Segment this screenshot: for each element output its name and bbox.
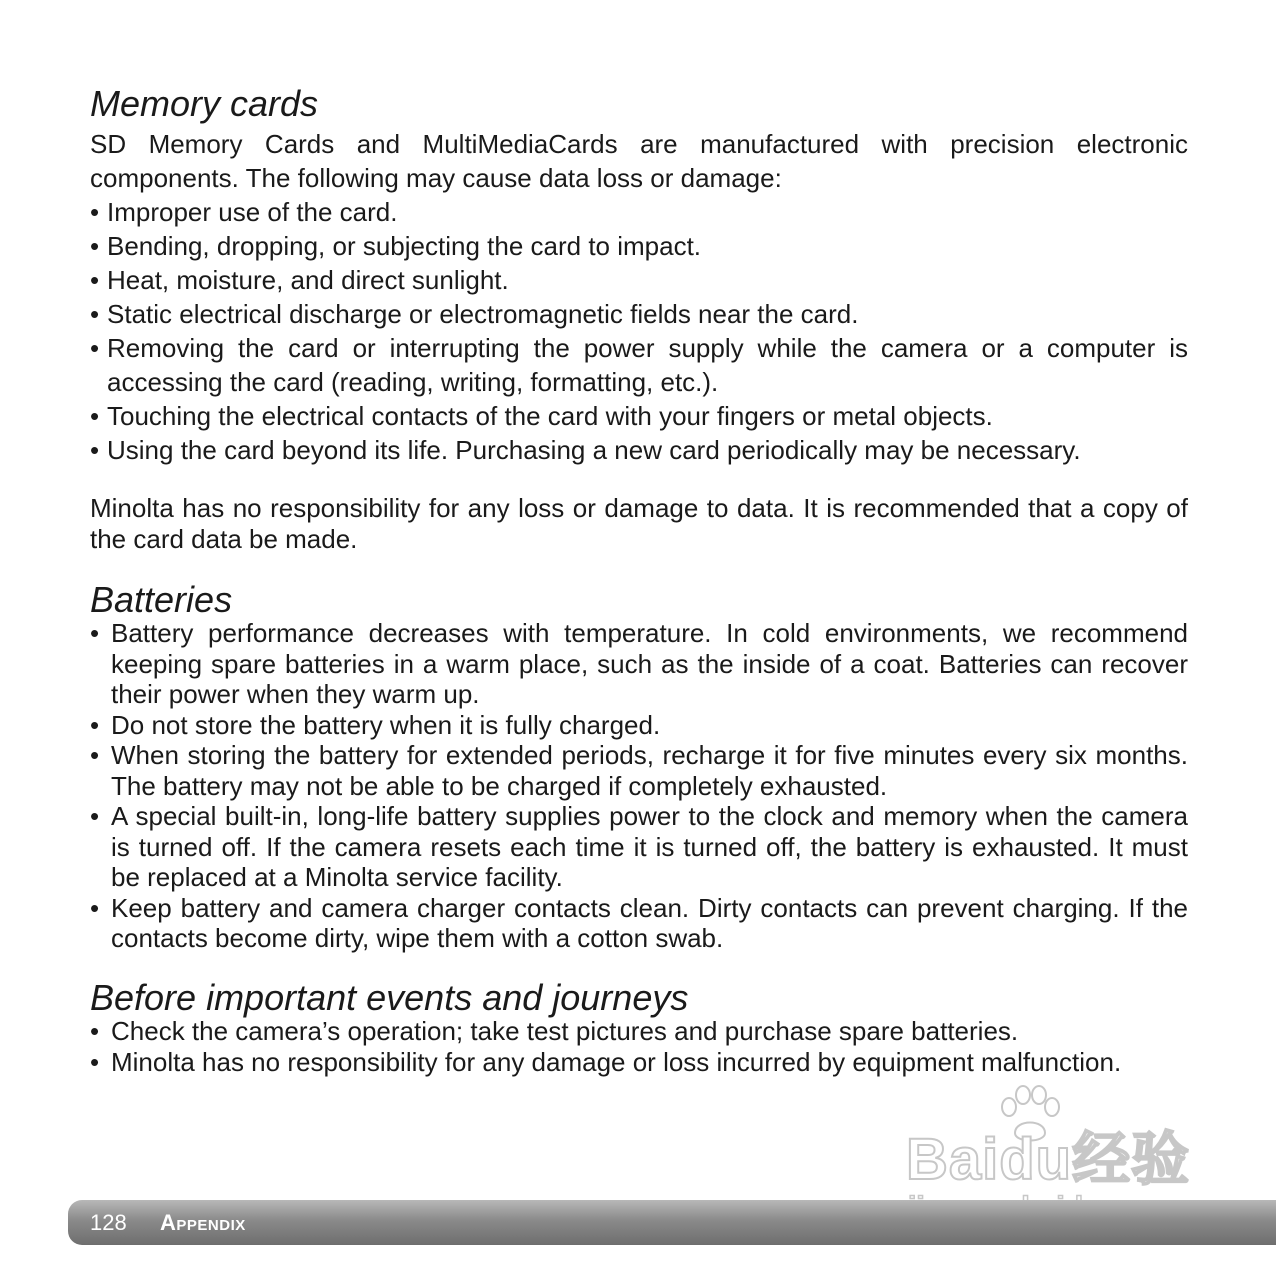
bullet-icon: • — [90, 740, 100, 770]
bullet-icon: • — [90, 618, 100, 648]
list-item-text: Heat, moisture, and direct sunlight. — [107, 265, 509, 295]
page-number: 128 — [90, 1210, 127, 1235]
list-item-text: Static electrical discharge or electromagnetic fields near the card. — [107, 299, 859, 329]
list-item — [90, 433, 1188, 467]
list-item-text: Improper use of the card. — [107, 197, 398, 227]
list-item-text: Using the card beyond its life. Purchasing a new card periodically may be necessary. — [107, 435, 1081, 465]
list-item — [90, 297, 1188, 331]
list-item — [90, 801, 1188, 893]
list-item — [90, 618, 1188, 710]
batteries-heading: Batteries — [90, 579, 233, 620]
memory-cards-list — [90, 195, 1188, 467]
bullet-icon: • — [90, 265, 100, 295]
bullet-icon: • — [90, 1016, 100, 1046]
list-item-text: Minolta has no responsibility for any damage or loss incurred by equipment malfunction. — [111, 1046, 1122, 1077]
events-heading: Before important events and journeys — [90, 977, 689, 1018]
memory-cards-note: Minolta has no responsibility for any loss or damage to data. It is recommended that a copy of the card data be made. — [90, 493, 1188, 554]
bullet-icon: • — [90, 801, 100, 831]
list-item-text: When storing the battery for extended periods, recharge it for five minutes every six months. The battery may not be able to be charged if completely exhausted. — [111, 740, 1188, 801]
bullet-icon: • — [90, 333, 100, 363]
list-item-text: Do not store the battery when it is fully charged. — [111, 709, 661, 740]
list-item-text: Keep battery and camera charger contacts clean. Dirty contacts can prevent charging. If the contacts become dirty, wipe them with a cotton swab. — [111, 892, 1188, 953]
list-item — [90, 229, 1188, 263]
memory-cards-heading: Memory cards — [90, 83, 319, 124]
bullet-icon: • — [90, 401, 100, 431]
list-item-text: Removing the card or interrupting the power supply while the camera or a computer is accessing the card (reading, writing, formatting, etc.). — [107, 333, 1188, 397]
list-item — [90, 893, 1188, 954]
list-item — [90, 710, 1188, 741]
list-item — [90, 1016, 1188, 1047]
list-item — [90, 399, 1188, 433]
list-item-text: Check the camera’s operation; take test pictures and purchase spare batteries. — [111, 1016, 1019, 1046]
bullet-icon: • — [90, 231, 100, 261]
memory-cards-intro: SD Memory Cards and MultiMediaCards are manufactured with precision electronic components. The following may cause data loss or damage: — [90, 129, 1188, 193]
list-item-text: Touching the electrical contacts of the card with your fingers or metal objects. — [107, 401, 993, 431]
section-label: Appendix — [160, 1210, 246, 1235]
list-item — [90, 1047, 1188, 1078]
list-item-text: A special built-in, long-life battery supplies power to the clock and memory when the camera is turned off. If the camera resets each time it is turned off, the battery is exhausted. It must be replaced at a Minolta service facility. — [111, 801, 1188, 892]
events-list — [90, 1016, 1188, 1077]
bullet-icon: • — [90, 709, 100, 740]
list-item — [90, 195, 1188, 229]
bullet-icon: • — [90, 892, 100, 923]
batteries-list — [90, 618, 1188, 954]
bullet-icon: • — [90, 299, 100, 329]
bullet-icon: • — [90, 197, 100, 227]
bullet-icon: • — [90, 1046, 100, 1077]
list-item — [90, 740, 1188, 801]
bullet-icon: • — [90, 435, 100, 465]
list-item-text: Bending, dropping, or subjecting the card to impact. — [107, 231, 702, 261]
list-item — [90, 263, 1188, 297]
watermark-logo: Baidu经验 — [906, 1127, 1191, 1192]
footer-bar — [68, 1200, 1276, 1245]
list-item — [90, 331, 1188, 399]
list-item-text: Battery performance decreases with temperature. In cold environments, we recommend keeping spare batteries in a warm place, such as the inside of a coat. Batteries can recover their power when they warm up. — [111, 618, 1188, 709]
